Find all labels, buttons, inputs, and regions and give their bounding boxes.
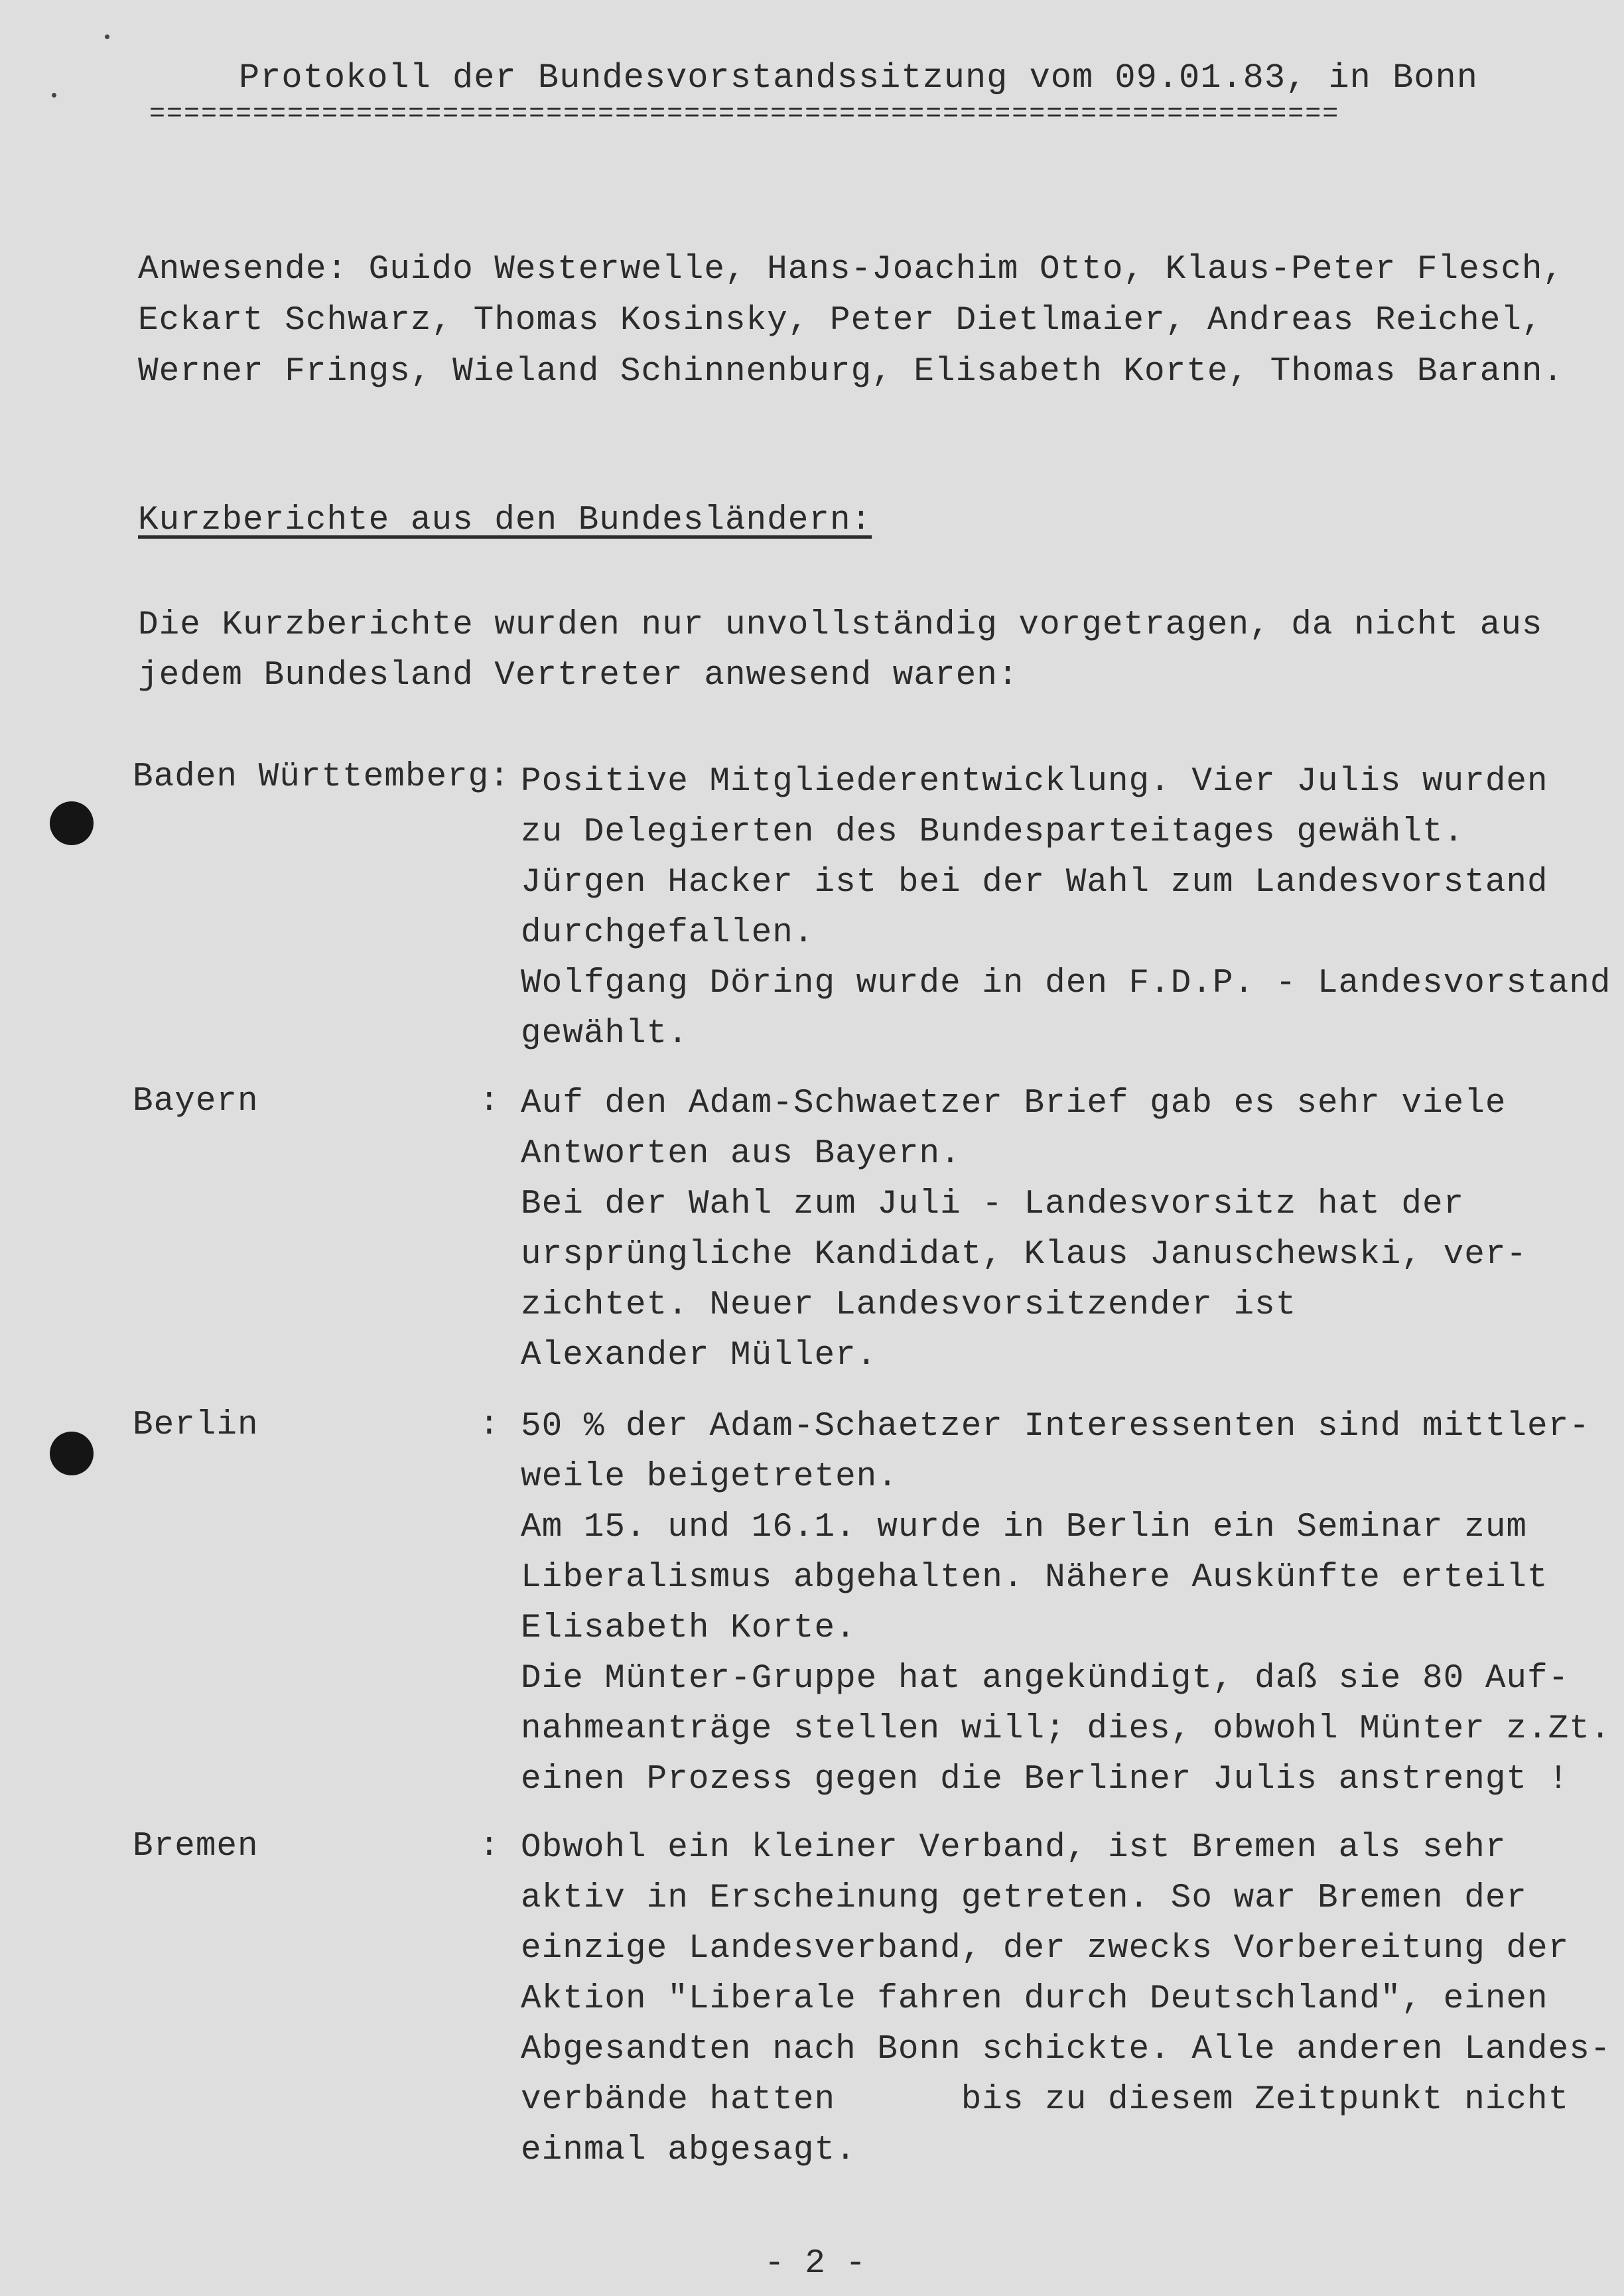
section-heading: Kurzberichte aus den Bundesländern: <box>138 502 872 539</box>
document-title: Protokoll der Bundesvorstandssitzung vom 09.01.83, in Bonn <box>239 58 1478 98</box>
state-label: Bayern <box>133 1083 259 1120</box>
report-line: Antworten aus Bayern. <box>521 1135 961 1173</box>
report-line: durchgefallen. <box>521 914 815 952</box>
intro-line: Die Kurzberichte wurden nur unvollständig vorgetragen, da nicht aus <box>138 606 1543 644</box>
attendees-line: Eckart Schwarz, Thomas Kosinsky, Peter Dietlmaier, Andreas Reichel, <box>138 302 1543 340</box>
report-line: ursprüngliche Kandidat, Klaus Januschewski, ver- <box>521 1236 1528 1274</box>
report-line: zu Delegierten des Bundesparteitages gewählt. <box>521 813 1465 851</box>
report-line: Liberalismus abgehalten. Nähere Auskünfte erteilt <box>521 1559 1548 1597</box>
title-underline: ===================================================================== <box>149 100 1340 129</box>
intro-line: jedem Bundesland Vertreter anwesend waren: <box>138 657 1019 695</box>
report-line: Alexander Müller. <box>521 1337 878 1375</box>
report-line: zichtet. Neuer Landesvorsitzender ist <box>521 1286 1297 1324</box>
report-line: Die Münter-Gruppe hat angekündigt, daß sie 80 Auf- <box>521 1660 1570 1698</box>
report-line: Bei der Wahl zum Juli - Landesvorsitz hat der <box>521 1185 1465 1223</box>
attendees-line: Werner Frings, Wieland Schinnenburg, Elisabeth Korte, Thomas Barann. <box>138 353 1564 391</box>
report-line: Aktion "Liberale fahren durch Deutschland", einen <box>521 1980 1548 2018</box>
state-label: Berlin <box>133 1406 259 1444</box>
page-number: - 2 - <box>764 2245 866 2283</box>
report-line: Obwohl ein kleiner Verband, ist Bremen als sehr <box>521 1829 1507 1867</box>
report-line: Auf den Adam-Schwaetzer Brief gab es sehr viele <box>521 1085 1507 1122</box>
report-line: Abgesandten nach Bonn schickte. Alle anderen Landes- <box>521 2031 1611 2068</box>
report-line: nahmeanträge stellen will; dies, obwohl Münter z.Zt. <box>521 1710 1611 1748</box>
report-line: einmal abgesagt. <box>521 2131 856 2169</box>
report-line: Positive Mitgliederentwicklung. Vier Julis wurden <box>521 763 1548 801</box>
attendees-line: Anwesende: Guido Westerwelle, Hans-Joachim Otto, Klaus-Peter Flesch, <box>138 251 1564 289</box>
report-line: einen Prozess gegen die Berliner Julis anstrengt ! <box>521 1761 1570 1798</box>
report-line: weile beigetreten. <box>521 1458 898 1496</box>
report-line: gewählt. <box>521 1015 689 1053</box>
report-line: aktiv in Erscheinung getreten. So war Bremen der <box>521 1879 1528 1917</box>
report-line: Wolfgang Döring wurde in den F.D.P. - Landesvorstand <box>521 965 1611 1002</box>
state-label: Bremen <box>133 1828 259 1865</box>
state-label: Baden Württemberg: <box>133 758 510 796</box>
paper-speck <box>52 93 56 98</box>
state-colon: : <box>479 1828 500 1865</box>
report-line: verbände hatten bis zu diesem Zeitpunkt nicht <box>521 2081 1570 2119</box>
paper-speck <box>105 34 109 39</box>
report-line: Jürgen Hacker ist bei der Wahl zum Landesvorstand <box>521 864 1548 902</box>
state-colon: : <box>479 1083 500 1120</box>
punch-hole <box>50 801 94 845</box>
state-colon: : <box>479 1406 500 1444</box>
punch-hole <box>50 1432 94 1475</box>
report-line: Elisabeth Korte. <box>521 1609 856 1647</box>
report-line: 50 % der Adam-Schaetzer Interessenten sind mittler- <box>521 1408 1590 1446</box>
report-line: einzige Landesverband, der zwecks Vorbereitung der <box>521 1930 1570 1968</box>
report-line: Am 15. und 16.1. wurde in Berlin ein Seminar zum <box>521 1509 1528 1546</box>
